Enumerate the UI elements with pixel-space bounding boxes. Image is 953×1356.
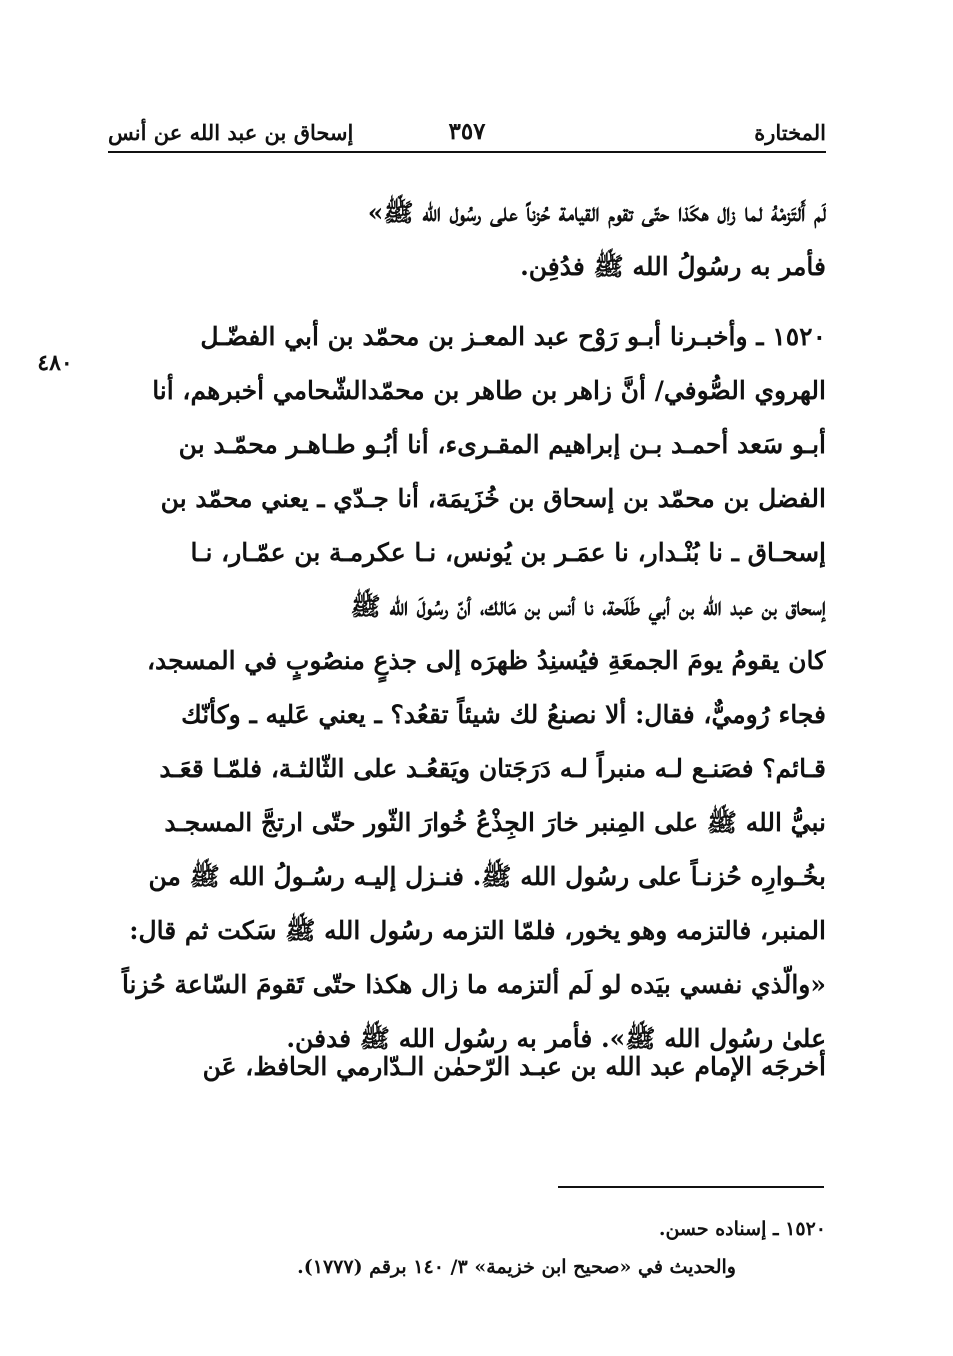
hadith-1520 bbox=[104, 310, 826, 1066]
text-line: نبيُّ الله ﷺ على المِنبر خارَ الجِذْعُ خُوارَ الثّور حتّى ارتجَّ المسجـد bbox=[164, 808, 826, 837]
text-line: المنبر، فالتزمه وهو يخور، فلمّا التزمه رسُول الله ﷺ سَكت ثم قال: bbox=[129, 916, 826, 945]
text-line: ١٥٢٠ ـ وأخبـرنا أبـو رَوْح عبد المعـز بن محمّد بن أبي الفضّـل bbox=[200, 322, 826, 351]
footnote-divider bbox=[558, 1186, 824, 1188]
text-line: فجاء رُوميٌّ، فقال: ألا نصنعُ لك شيئاً تقعُد؟ ـ يعني عَليه ـ وكأنّك bbox=[181, 700, 826, 729]
text-line: علىٰ رسُول الله ﷺ». فأمر به رسُول الله ﷺ فدفن. bbox=[286, 1024, 826, 1053]
footnote-line: ١٥٢٠ ـ إسناده حسن. bbox=[658, 1218, 826, 1240]
text-line: أبـو سَعد أحمـد بـن إبراهيم المقـرىء، أنا أبُـو طـاهـر محمّـد بن bbox=[178, 430, 826, 459]
page-header bbox=[108, 114, 826, 154]
footnotes bbox=[104, 1210, 826, 1286]
text-line: لَم أَلتَزمْهُ لما زال هكَذا حتّى تقوم القيامة حُزناً على رسُول الله ﷺ» bbox=[367, 198, 826, 227]
book-title: المختارة bbox=[754, 120, 826, 145]
text-line: إسحاق بن عبد الله بن أبي طَلَحة، نا أنس بن مَالك، أنّ رسُولَ الله ﷺ bbox=[350, 592, 826, 621]
text-line: فأمر به رسُولُ الله ﷺ فدُفِن. bbox=[520, 252, 826, 281]
paragraph-takhrij bbox=[104, 1040, 826, 1094]
header-divider bbox=[108, 151, 826, 153]
paragraph-continuation bbox=[104, 186, 826, 294]
text-line: قـائم؟ فصَنـع لـه منبراً لـه دَرَجَتان ويَقعُـد على الثّالثـة، فلمّـا قعَـد bbox=[159, 754, 826, 783]
text-line: أخرجَه الإمام عبد الله بن عبـد الرّحمٰن الـدّارمي الحافظ، عَن bbox=[202, 1052, 826, 1081]
text-line: الهروي الصُّوفي/ أنَّ زاهر بن طاهر بن محمّدالشّحامي أخبرهم، أنا bbox=[152, 376, 826, 405]
text-line: بخُـوارِه حُزنـاً على رسُول الله ﷺ. فنـزل إليـه رسُـولُ الله ﷺ من bbox=[148, 862, 826, 891]
section-title: إسحاق بن عبد الله عن أنس bbox=[108, 120, 354, 145]
margin-page-reference: ٤٨٠ bbox=[37, 350, 73, 376]
text-line: الفضل بن محمّد بن إسحاق بن خُزَيمَة، أنا جـدّي ـ يعني محمّد بن bbox=[160, 484, 826, 513]
text-line: كان يقومُ يومَ الجمعَةِ فيُسنِدُ ظهرَه إلى جذعٍ منصُوبٍ في المسجد، bbox=[146, 646, 826, 675]
footnote-line: والحديث في «صحيح ابن خزيمة» ٣/ ١٤٠ برقم (١٧٧٧). bbox=[297, 1256, 736, 1278]
text-line: إسحـاق ـ نا بُنْـدار، نا عمَـر بن يُونس، نـا عكرمـة بن عمّـار، نـا bbox=[190, 538, 826, 567]
page-number: ٣٥٧ bbox=[448, 118, 486, 145]
text-line: «والّذي نفسي بيَده لو لَم ألتزمه ما زال هكذا حتّى تَقومَ السّاعة حُزناً bbox=[121, 970, 826, 999]
